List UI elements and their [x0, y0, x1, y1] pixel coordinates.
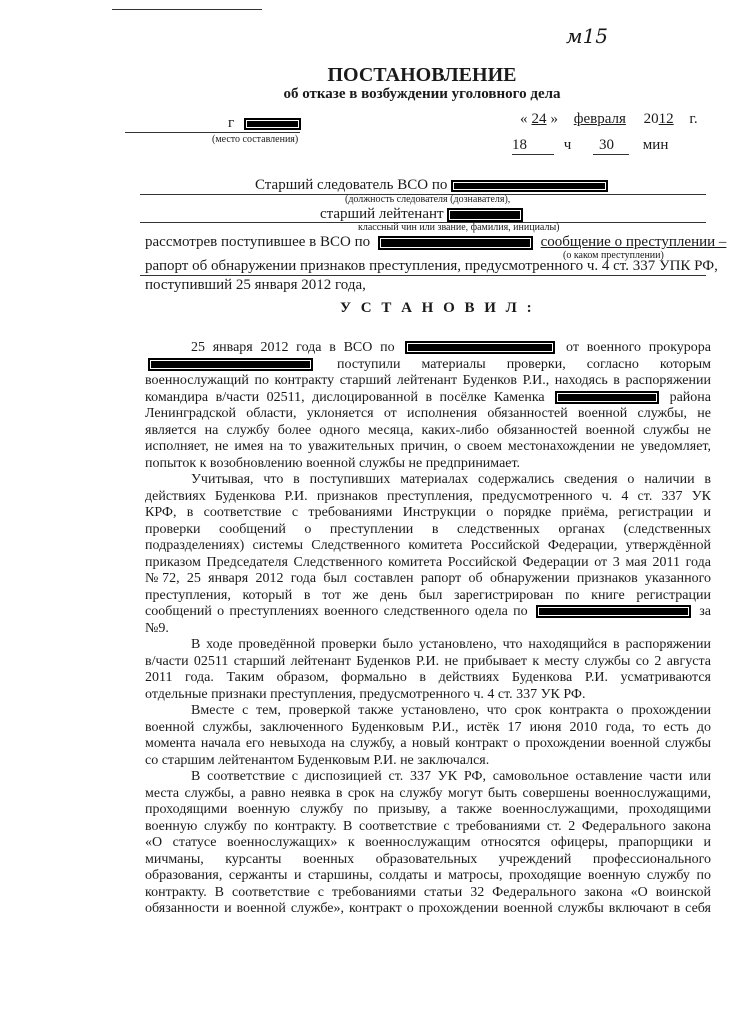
redacted-text: [405, 341, 555, 354]
text-segment: мичманы, курсанты военных образовательных учреждений профессионального: [145, 851, 711, 867]
report-underline: [140, 275, 706, 276]
text-segment: «О статусе военнослужащих» к военнослужащим относятся офицеры, прапорщики и: [145, 835, 711, 850]
date-year: 12: [658, 111, 674, 127]
text-segment: военной службы, заключенного Буденковым Р.И., истёк 17 июня 2010 года, то есть до: [145, 719, 711, 735]
investigator-rank: старший лейтенант: [320, 206, 523, 223]
text-line: [145, 621, 711, 638]
text-line: [145, 753, 711, 770]
text-segment: 25 января 2012 года в ВСО по: [191, 340, 395, 355]
text-segment: Вместе с тем, проверкой также установлено, что срок контракта о прохождении: [191, 703, 711, 718]
redacted-name: [447, 208, 523, 222]
text-segment: В ходе проведённой проверки было установлено, что находящийся в распоряжении: [191, 637, 711, 652]
text-segment: от военного прокурора: [566, 340, 712, 355]
text-segment: приказом Председателя Следственного комитета Российской Федерации от 3 мая 2011 года: [145, 554, 711, 570]
considered-line: рассмотрев поступившее в ВСО по сообщение о преступлении –: [145, 234, 727, 250]
date-day: 24: [531, 111, 547, 127]
date-field: « 24 » февраля 2012 г.: [520, 111, 698, 127]
text-line: [145, 340, 711, 357]
redacted-department: [451, 180, 608, 192]
text-segment: проходящими военную службу по призыву, а также военнослужащими, проходящими: [145, 802, 711, 817]
text-segment: В соответствие с диспозицией ст. 337 УК РФ, самовольное оставление части или: [191, 769, 711, 784]
paragraph: [145, 703, 711, 769]
time-field: 18 ч 30 мин: [512, 137, 669, 153]
text-line: [145, 802, 711, 819]
text-segment: момента начала его невыхода на службу, а новый контракт о прохождении военной службы: [145, 736, 711, 751]
paragraph: [145, 637, 711, 703]
text-line: [145, 670, 711, 687]
text-segment: военнослужащий по контракту старший лейтенант Буденков Р.И., находясь в распоряжении: [145, 373, 711, 388]
text-segment: в/части 02511 старший лейтенант Буденков Р.И. не прибывает к месту службы со 2 августа: [145, 653, 711, 669]
text-line: [145, 654, 711, 671]
handwritten-page-number: м15: [566, 24, 609, 48]
text-line: [145, 456, 711, 473]
date-month: февраля: [573, 111, 626, 127]
report-detail: рапорт об обнаружении признаков преступления, предусмотренного ч. 4 ст. 337 УПК РФ,: [145, 258, 718, 274]
text-segment: №72, 25 января 2012 года был составлен рапорт об обнаружении признаков указанного: [145, 571, 711, 586]
paragraph: [145, 340, 711, 472]
position-caption: (должность следователя (дознавателя),: [345, 194, 511, 205]
text-line: [145, 819, 711, 836]
text-line: [145, 357, 711, 374]
document-title: ПОСТАНОВЛЕНИЕ: [327, 64, 517, 86]
text-segment: 2011 года. Таким образом, формально в действиях Буденкова Р.И. усматриваются: [145, 670, 711, 685]
text-line: [145, 373, 711, 390]
text-segment: командира в/части 02511, дислоцированной в посёлке Каменка: [145, 389, 545, 405]
place-field: [228, 115, 301, 132]
text-line: [145, 687, 711, 704]
redacted-text: [148, 358, 313, 371]
text-segment: исполняет, не имея на то уважительных причин, о своем местонахождении не уведомляет,: [145, 439, 711, 454]
text-segment: за: [699, 604, 712, 619]
text-line: [145, 489, 711, 506]
report-caption: (о каком преступлении): [563, 250, 664, 261]
text-line: [145, 538, 711, 555]
text-segment: со старшим лейтенантом Буденковым Р.И. не заключался.: [145, 752, 490, 768]
time-minutes: 30: [593, 137, 629, 155]
paragraph: [145, 472, 711, 637]
text-line: [145, 439, 711, 456]
text-line: [145, 406, 711, 423]
text-line: [145, 786, 711, 803]
text-line: [145, 852, 711, 869]
text-segment: Ленинградской области, уклоняется от исполнения обязанностей военной службы, не: [145, 406, 711, 421]
text-segment: является на службу более одного месяца, каких-либо обязанностей военной службы не: [145, 422, 711, 438]
text-segment: контракту. В соответствие с требованиями статьи 32 Федерального закона «О воинской: [145, 884, 711, 900]
text-line: [145, 736, 711, 753]
text-segment: Учитывая, что в поступивших материалах содержались сведения о наличии в: [191, 472, 711, 487]
text-line: [145, 868, 711, 885]
text-segment: отдельные признаки преступления, предусмотренного ч. 4 ст. 337 УК РФ.: [145, 686, 586, 702]
place-caption: (место составления): [212, 134, 299, 145]
redacted-text: [555, 391, 659, 404]
text-segment: действиях Буденкова Р.И. признаков преступления, предусмотренного ч. 4 ст. 337 УК: [145, 488, 711, 504]
text-segment: образования, сержанты и старшины, солдаты и матросы, проходящие военную службу по: [145, 868, 711, 883]
text-line: [145, 423, 711, 440]
text-segment: №9.: [145, 620, 169, 636]
top-rule: [112, 9, 262, 10]
text-segment: военную службу по контракту. В соответствие с требованиями ст. 2 Федерального закона: [145, 818, 711, 834]
text-segment: подразделениях) системы Следственного комитета Российской Федерации, утверждённой: [145, 538, 711, 553]
text-line: [145, 604, 711, 621]
text-line: [145, 720, 711, 737]
text-line: [145, 885, 711, 902]
document-body: [145, 340, 711, 918]
received-date: поступивший 25 января 2012 года,: [145, 277, 366, 293]
text-line: [145, 390, 711, 407]
text-line: [145, 522, 711, 539]
text-segment: обязанности и военной службе», контракт о прохождении военной службы включают в себя: [145, 901, 711, 916]
text-line: [145, 901, 711, 918]
report-type: сообщение о преступлении –: [540, 234, 727, 250]
redacted-department: [378, 236, 533, 250]
section-heading: У С Т А Н О В И Л :: [340, 300, 535, 316]
paragraph: [145, 769, 711, 918]
text-segment: КРФ, в соответствие с требованиями Инструкции о порядке приёма, регистрации и: [145, 505, 711, 520]
place-underline: [125, 132, 300, 133]
text-line: [145, 472, 711, 489]
place-prefix: г: [228, 115, 235, 131]
text-segment: поступили материалы проверки, согласно которым: [337, 356, 712, 372]
rank-caption: классный чин или звание, фамилия, инициалы): [358, 222, 560, 233]
text-line: [145, 835, 711, 852]
text-segment: сообщений о преступлениях военного следственного одела по: [145, 604, 528, 619]
redacted-text: [536, 605, 691, 618]
document-subtitle: об отказе в возбуждении уголовного дела: [283, 86, 561, 102]
text-segment: преступления, который в тот же день был зарегистрирован по книге регистрации: [145, 587, 711, 603]
investigator-position: Старший следователь ВСО по: [255, 177, 608, 194]
text-segment: места службы, а равно неявка в срок на службу могут быть совершены военнослужащими,: [145, 785, 711, 801]
time-hours: 18: [512, 137, 554, 155]
text-segment: района: [669, 389, 712, 405]
text-line: [145, 588, 711, 605]
text-line: [145, 571, 711, 588]
text-line: [145, 505, 711, 522]
text-segment: попыток к возобновлению военной службы не предпринимает.: [145, 455, 521, 471]
text-line: [145, 703, 711, 720]
text-segment: проверки сообщений о преступлении в следственных органах (следственных: [145, 521, 711, 537]
redacted-place: [244, 118, 301, 130]
text-line: [145, 555, 711, 572]
text-line: [145, 769, 711, 786]
text-line: [145, 637, 711, 654]
